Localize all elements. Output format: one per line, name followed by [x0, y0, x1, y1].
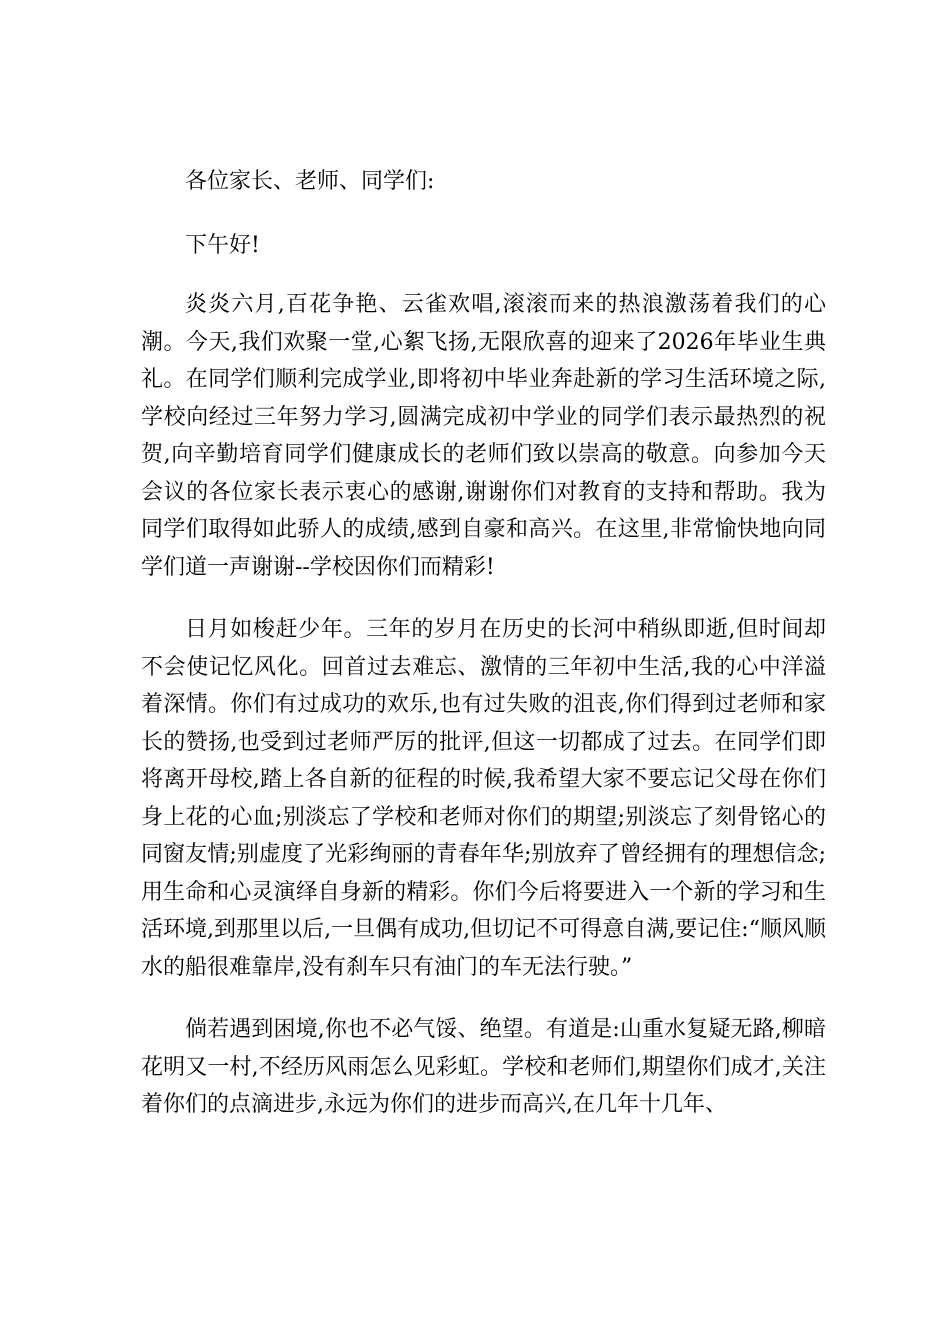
speech-text [141, 163, 826, 1149]
salutation: 各位家长、老师、同学们: [185, 169, 435, 194]
paragraph-adversity: 倘若遇到困境,你也不必气馁、绝望。有道是:山重水复疑无路,柳暗花明又一村,不经历风雨怎么见彩虹。学校和老师们,期望你们成才,关注着你们的点滴进步,永远为你们的进步而高兴,在几年十几年、 [141, 1017, 826, 1117]
paragraph-opening: 炎炎六月,百花争艳、云雀欢唱,滚滚而来的热浪激荡着我们的心潮。今天,我们欢聚一堂,心絮飞扬,无限欣喜的迎来了2026年毕业生典礼。在同学们顺利完成学业,即将初中毕业奔赴新的学习生活环境之际,学校向经过三年努力学习,圆满完成初中学业的同学们表示最热烈的祝贺,向辛勤培育同学们健康成长的老师们致以崇高的敬意。向参加今天会议的各位家长表示衷心的感谢,谢谢你们对教育的支持和帮助。我为同学们取得如此骄人的成绩,感到自豪和高兴。在这里,非常愉快地向同学们道一声谢谢--学校因你们而精彩! [141, 292, 826, 580]
paragraph-memories: 日月如梭赶少年。三年的岁月在历史的长河中稍纵即逝,但时间却不会使记忆风化。回首过去难忘、激情的三年初中生活,我的心中洋溢着深情。你们有过成功的欢乐,也有过失败的沮丧,你们得到过老师和家长的赞扬,也受到过老师严厉的批评,但这一切都成了过去。在同学们即将离开母校,踏上各自新的征程的时候,我希望大家不要忘记父母在你们身上花的心血;别淡忘了学校和老师对你们的期望;别淡忘了刻骨铭心的同窗友情;别虚度了光彩绚丽的青春年华;别放弃了曾经拥有的理想信念;用生命和心灵演绎自身新的精彩。你们今后将要进入一个新的学习和生活环境,到那里以后,一旦偶有成功,但切记不可得意自满,要记住:“顺风顺水的船很难靠岸,没有刹车只有油门的车无法行驶。” [141, 617, 826, 980]
greeting: 下午好! [185, 232, 260, 258]
